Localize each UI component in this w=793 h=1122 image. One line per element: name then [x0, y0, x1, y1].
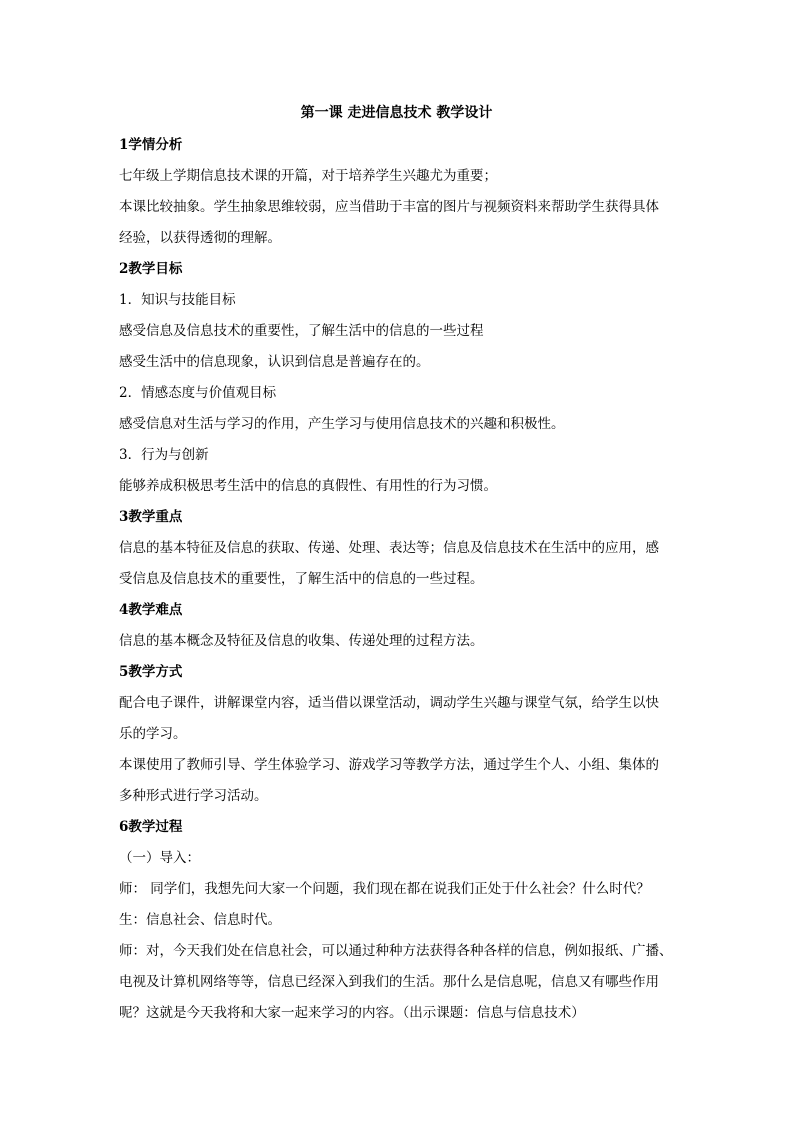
paragraph-line: 2．情感态度与价值观目标	[119, 385, 277, 401]
paragraph-line: 1．知识与技能目标	[119, 292, 236, 308]
section-heading: 4教学难点	[119, 602, 183, 618]
paragraph-line: 经验，以获得透彻的理解。	[119, 230, 281, 246]
paragraph-line: 信息的基本特征及信息的获取、传递、处理、表达等；信息及信息技术在生活中的应用，感	[119, 540, 659, 556]
paragraph-line: 感受生活中的信息现象，认识到信息是普遍存在的。	[119, 354, 430, 370]
paragraph-line: 师：对，今天我们处在信息社会，可以通过种种方法获得各种各样的信息，例如报纸、广播、	[119, 943, 673, 959]
document-title: 第一课 走进信息技术 教学设计	[300, 105, 493, 121]
paragraph-line: 呢？这就是今天我将和大家一起来学习的内容。（出示课题：信息与信息技术）	[119, 1005, 585, 1021]
paragraph-line: 本课使用了教师引导、学生体验学习、游戏学习等教学方法，通过学生个人、小组、集体的	[119, 757, 659, 773]
section-heading: 1学情分析	[119, 137, 183, 153]
section-heading: 3教学重点	[119, 509, 183, 525]
paragraph-line: 配合电子课件，讲解课堂内容，适当借以课堂活动，调动学生兴趣与课堂气氛，给学生以快	[119, 695, 659, 711]
paragraph-line: 本课比较抽象。学生抽象思维较弱，应当借助于丰富的图片与视频资料来帮助学生获得具体	[119, 199, 659, 215]
paragraph-line: 师： 同学们，我想先问大家一个问题，我们现在都在说我们正处于什么社会？什么时代？	[119, 881, 650, 897]
paragraph-line: 生：信息社会、信息时代。	[119, 912, 281, 928]
paragraph-line: 感受信息对生活与学习的作用，产生学习与使用信息技术的兴趣和积极性。	[119, 416, 565, 432]
paragraph-line: 乐的学习。	[119, 726, 187, 742]
document-body	[119, 130, 675, 1029]
paragraph-line: 受信息及信息技术的重要性，了解生活中的信息的一些过程。	[119, 571, 484, 587]
paragraph-line: 七年级上学期信息技术课的开篇，对于培养学生兴趣尤为重要；	[119, 168, 497, 184]
paragraph-line: 电视及计算机网络等等，信息已经深入到我们的生活。那什么是信息呢，信息又有哪些作用	[119, 974, 659, 990]
section-heading: 2教学目标	[119, 261, 183, 277]
paragraph-line: 多种形式进行学习活动。	[119, 788, 268, 804]
paragraph-line: 感受信息及信息技术的重要性，了解生活中的信息的一些过程	[119, 323, 484, 339]
paragraph-line: 3．行为与创新	[119, 447, 209, 463]
paragraph-line: 信息的基本概念及特征及信息的收集、传递处理的过程方法。	[119, 633, 484, 649]
paragraph-line: 能够养成积极思考生活中的信息的真假性、有用性的行为习惯。	[119, 478, 497, 494]
section-heading: 6教学过程	[119, 819, 183, 835]
paragraph-line: （一）导入：	[119, 850, 200, 866]
section-heading: 5教学方式	[119, 664, 183, 680]
